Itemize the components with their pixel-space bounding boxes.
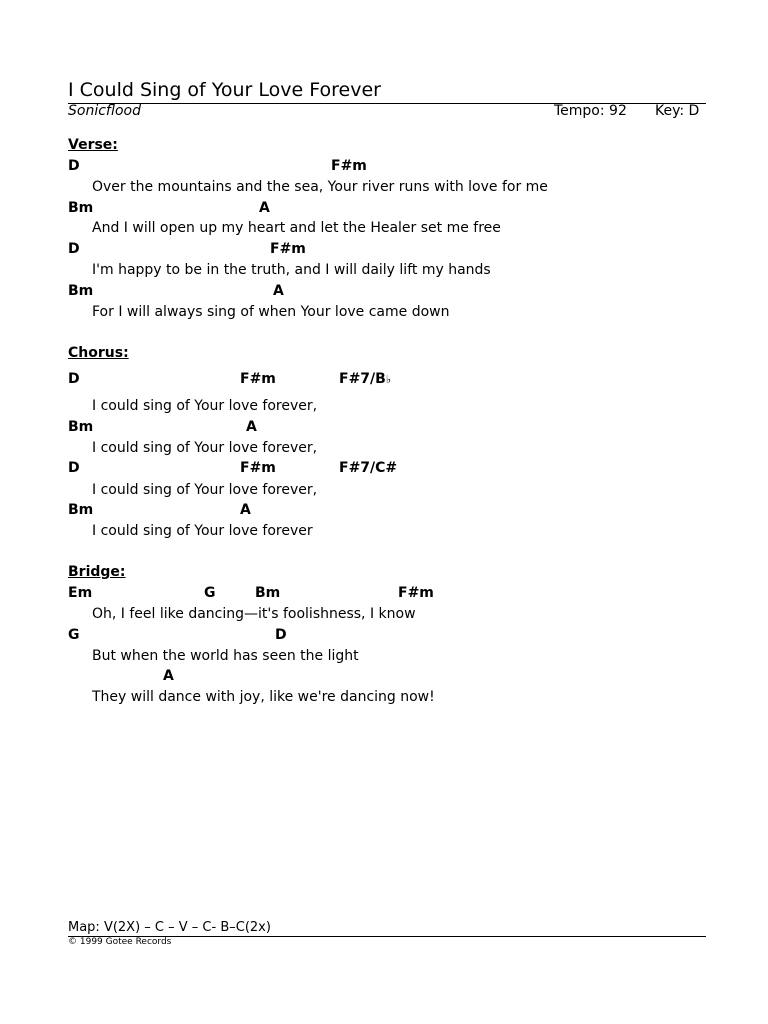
chord: Em (68, 585, 93, 601)
chord: F#m (398, 585, 434, 601)
lyric-line: They will dance with joy, like we're dancing now! (92, 689, 435, 705)
chord: D (275, 627, 287, 643)
copyright-notice: © 1999 Gotee Records (68, 937, 172, 947)
lyric-line: Oh, I feel like dancing—it's foolishness, I know (92, 606, 416, 622)
song-title: I Could Sing of Your Love Forever (68, 79, 381, 101)
chord: F#m (331, 158, 367, 174)
flat-symbol: ♭ (385, 373, 392, 386)
chord: Bm (68, 200, 94, 216)
chord: Bm (68, 419, 94, 435)
lyric-line: For I will always sing of when Your love came down (92, 304, 450, 320)
chord: F#m (240, 371, 276, 387)
chord: G (68, 627, 80, 643)
bridge-heading: Bridge: (68, 564, 126, 580)
artist-name: Sonicflood (68, 103, 141, 119)
chord: D (68, 158, 80, 174)
chord-text: F#7/B (339, 371, 386, 387)
verse-heading: Verse: (68, 137, 118, 153)
chord: A (273, 283, 284, 299)
chord (339, 371, 391, 387)
chord: A (246, 419, 257, 435)
chord: A (240, 502, 251, 518)
lyric-line: Over the mountains and the sea, Your river runs with love for me (92, 179, 548, 195)
chord: F#m (270, 241, 306, 257)
chorus-heading: Chorus: (68, 345, 129, 361)
lyric-line: I could sing of Your love forever, (92, 440, 318, 456)
lyric-line: I could sing of Your love forever, (92, 398, 318, 414)
chord: D (68, 371, 80, 387)
chord: F#m (240, 460, 276, 476)
chord: G (204, 585, 216, 601)
chord: A (259, 200, 270, 216)
lyric-line: I could sing of Your love forever (92, 523, 313, 539)
lyric-line: I'm happy to be in the truth, and I will daily lift my hands (92, 262, 491, 278)
chord: Bm (68, 283, 94, 299)
chord: D (68, 460, 80, 476)
lyric-line: But when the world has seen the light (92, 648, 359, 664)
key-label: Key: D (655, 103, 700, 119)
song-map: Map: V(2X) – C – V – C- B–C(2x) (68, 920, 271, 935)
lyric-line: I could sing of Your love forever, (92, 482, 318, 498)
tempo-label: Tempo: 92 (554, 103, 627, 119)
chord: Bm (255, 585, 281, 601)
chord: D (68, 241, 80, 257)
chord: A (163, 668, 174, 684)
chord: Bm (68, 502, 94, 518)
lyric-line: And I will open up my heart and let the Healer set me free (92, 220, 501, 236)
chord: F#7/C# (339, 460, 398, 476)
